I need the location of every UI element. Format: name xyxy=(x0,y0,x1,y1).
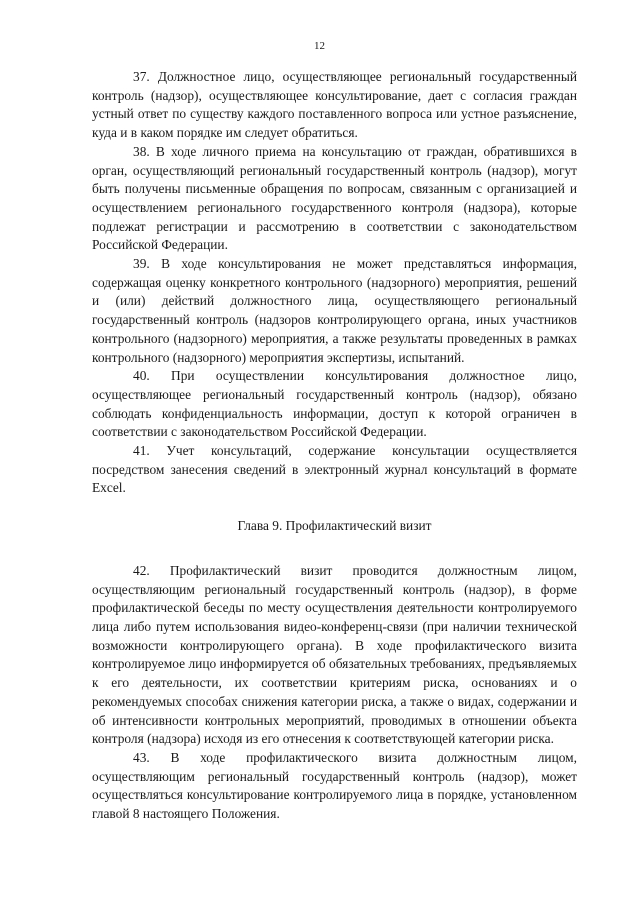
paragraph-40: 40. При осуществлении консультирования должностное лицо, осуществляющее региональный государственный контроль (надзор), обязано соблюдать конфиденциальность информации, доступ к которой ограничен в соответствии с законодательством Российской Федерации. xyxy=(92,368,577,440)
paragraph-42: 42. Профилактический визит проводится должностным лицом, осуществляющим региональный государственный контроль (надзор), в форме профилактической беседы по месту осуществления деятельности контролируемого лица либо путем использования видео-конференц-связи (при наличии технической возможности контролирующего органа). В ходе профилактического визита контролируемое лицо информируется об обязательных требованиях, предъявляемых к его деятельности, их соответствии критериям риска, основаниях и о рекомендуемых способах снижения категории риска, а также о видах, содержании и об интенсивности контрольных мероприятий, проводимых в отношении объекта контроля (надзора) исходя из его отнесения к соответствующей категории риска. xyxy=(92,562,577,747)
paragraph-37: 37. Должностное лицо, осуществляющее региональный государственный контроль (надзор), осуществляющее консультирование, дает с согласия граждан устный ответ по существу каждого поставленного вопроса или устное разъяснение, куда и в каком порядке им следует обратиться. xyxy=(92,69,577,141)
page-number: 12 xyxy=(314,40,325,52)
paragraph-38: 38. В ходе личного приема на консультацию от граждан, обратившихся в орган, осуществляющий региональный государственный контроль (надзор), могут быть получены письменные обращения по вопросам, связанным с организацией и осуществлением регионального государственного контроля (надзора), которые подлежат регистрации и рассмотрению в соответствии с законодательством Российской Федерации. xyxy=(92,143,577,253)
document-body xyxy=(92,68,577,824)
paragraph-39: 39. В ходе консультирования не может представляться информация, содержащая оценку конкретного контрольного (надзорного) мероприятия, решений и (или) действий должностного лица, осуществляющего региональный государственный контроль (надзоров контролирующего органа, иных участников контрольного (надзорного) мероприятия, а также результаты проведенных в рамках контрольного (надзорного) мероприятия экспертизы, испытаний. xyxy=(92,256,577,365)
paragraph-41: 41. Учет консультаций, содержание консультации осуществляется посредством занесения сведений в электронный журнал консультаций в формате Excel. xyxy=(92,443,577,496)
chapter-heading: Глава 9. Профилактический визит xyxy=(237,518,432,534)
paragraph-43: 43. В ходе профилактического визита должностным лицом, осуществляющим региональный государственный контроль (надзор), может осуществляться консультирование контролируемого лица в порядке, установленном главой 8 настоящего Положения. xyxy=(92,749,577,822)
